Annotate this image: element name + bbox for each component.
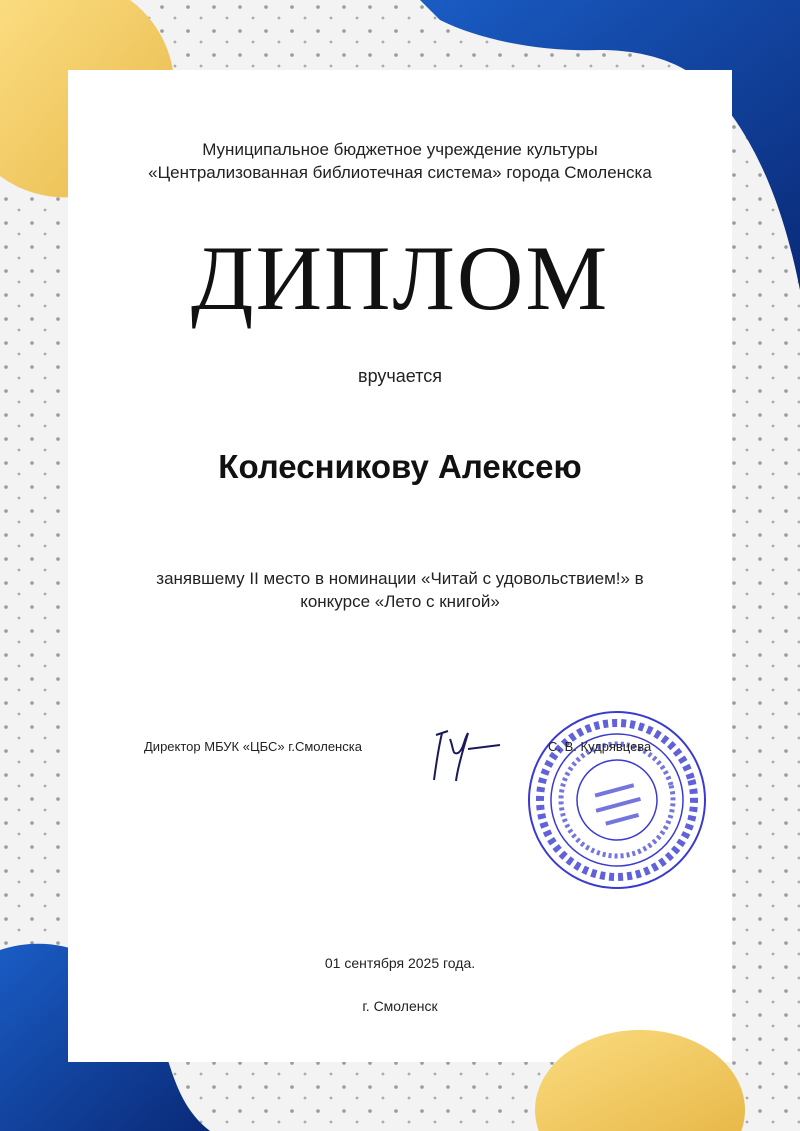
reason-line-2: конкурсе «Лето с книгой» [300,592,500,611]
official-stamp [522,705,712,895]
diploma-panel [68,70,732,1062]
signatory-name: С. В. Кудрявцева [548,739,652,754]
organization-line-2: «Централизованная библиотечная система» города Смоленска [148,163,652,182]
handwritten-signature [428,725,508,785]
awarded-text: вручается [358,366,442,386]
signatory-position: Директор МБУК «ЦБС» г.Смоленска [144,739,362,754]
organization-name [0,138,800,184]
gold-circle-bottom-right [0,1030,800,1131]
reason-line-1: занявшему II место в номинации «Читай с удовольствием!» в [156,569,644,588]
organization-line-1: Муниципальное бюджетное учреждение культуры [202,140,598,159]
issue-city: г. Смоленск [362,998,438,1014]
diploma-title: ДИПЛОМ [190,227,610,329]
issue-date: 01 сентября 2025 года. [324,955,476,971]
award-reason [0,567,800,613]
recipient-name: Колесникову Алексею [218,448,582,485]
